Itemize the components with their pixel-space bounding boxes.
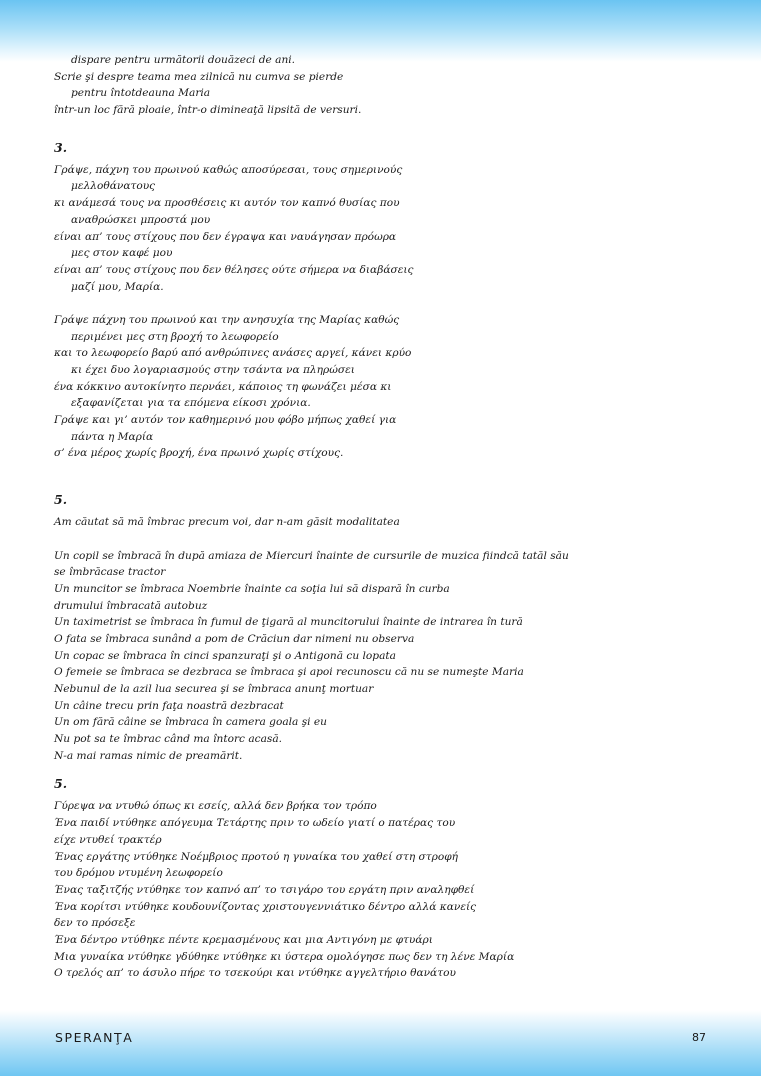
poem-line: είναι απ’ τους στίχους που δεν έγραψα και ναυάγησαν πρόωρα — [54, 230, 397, 243]
poem-line: κι ανάμεσά τους να προσθέσεις κι αυτόν τον καπνό θυσίας που — [54, 197, 400, 210]
poem-line: σ’ ένα μέρος χωρίς βροχή, ένα πρωινό χωρίς στίχους. — [54, 447, 344, 460]
poem-line: Γράψε, πάχνη του πρωινού καθώς αποσύρεσαι, τους σημερινούς — [54, 163, 403, 176]
page-number: 87 — [692, 1031, 706, 1044]
poem-line: Μια γυναίκα ντύθηκε γδύθηκε ντύθηκε κι ύστερα ομολόγησε πως δεν τη λένε Μαρία — [54, 950, 515, 963]
poem-line: Nebunul de la azil lua securea şi se îmbraca anunţ mortuar — [54, 683, 374, 695]
section-heading: 5. — [54, 776, 68, 792]
poem-line: drumului îmbracată autobuz — [54, 599, 208, 612]
poem-line: Un muncitor se îmbraca Noembrie înainte ca soţia lui să dispară în curba — [54, 582, 450, 595]
poem-line: Un câine trecu prin faţa noastră dezbracat — [54, 699, 284, 712]
poem-line: Ένας ταξιτζής ντύθηκε τον καπνό απ’ το τσιγάρο του εργάτη πριν αναληφθεί — [54, 883, 475, 896]
section-heading: 5. — [54, 492, 68, 508]
poem-line: pentru întotdeauna Maria — [71, 87, 211, 100]
poem-line: O femeie se îmbraca se dezbraca se îmbraca şi apoi recunoscu că nu se numeşte Maria — [54, 666, 524, 679]
poem-line: κι έχει δυο λογαριασμούς στην τσάντα να πληρώσει — [71, 364, 355, 376]
poem-body — [54, 52, 714, 982]
poem-line: Ένα παιδί ντύθηκε απόγευμα Τετάρτης πριν το ωδείο γιατί ο πατέρας του — [54, 817, 456, 830]
magazine-title: SPERANŢA — [55, 1030, 134, 1045]
poem-line: εξαφανίζεται για τα επόμενα είκοσι χρόνια. — [71, 397, 311, 410]
poem-line: και το λεωφορείο βαρύ από ανθρώπινες ανάσες αργεί, κάνει κρύο — [54, 347, 412, 360]
poem-line: într-un loc fără ploaie, într-o dimineaţă lipsită de versuri. — [54, 104, 362, 117]
poem-line: Ένα κορίτσι ντύθηκε κουδουνίζοντας χριστουγεννιάτικο δέντρο αλλά κανείς — [54, 900, 477, 913]
poem-line: Ο τρελός απ’ το άσυλο πήρε το τσεκούρι και ντύθηκε αγγελτήριο θανάτου — [54, 967, 456, 980]
poem-line: ένα κόκκινο αυτοκίνητο περνάει, κάποιος τη φωνάζει μέσα κι — [54, 380, 392, 393]
poem-line: πάντα η Μαρία — [71, 430, 154, 443]
poem-line: Un copil se îmbracă în după amiaza de Miercuri înainte de cursurile de muzica fiindcă tatăl său — [54, 549, 569, 562]
poem-line: se îmbrăcase tractor — [54, 566, 166, 579]
poem-line: Ένα δέντρο ντύθηκε πέντε κρεμασμένους και μια Αντιγόνη με φτυάρι — [54, 933, 433, 946]
poem-line: dispare pentru următorii douăzeci de ani. — [71, 54, 296, 66]
poem-line: Γύρεψα να ντυθώ όπως κι εσείς, αλλά δεν βρήκα τον τρόπο — [54, 800, 377, 813]
poem-line: περιμένει μες στη βροχή το λεωφορείο — [71, 330, 279, 343]
poem-line: του δρόμου ντυμένη λεωφορείο — [54, 867, 223, 880]
poem-line: O fata se îmbraca sunând a pom de Crăciun dar nimeni nu observa — [54, 632, 415, 645]
poem-line: Un om fără câine se îmbraca în camera goala şi eu — [54, 716, 327, 729]
poem-line: Ένας εργάτης ντύθηκε Νοέμβριος προτού η γυναίκα του χαθεί στη στροφή — [54, 850, 458, 863]
poem-line: είναι απ’ τους στίχους που δεν θέλησες ούτε σήμερα να διαβάσεις — [54, 263, 414, 276]
poem-line: αναθρώσκει μπροστά μου — [71, 213, 211, 226]
section-heading: 3. — [54, 139, 68, 155]
poem-line: Un taximetrist se îmbraca în fumul de ţigară al muncitorului înainte de intrarea în tură — [54, 616, 523, 629]
poem-line: N-a mai ramas nimic de preamărit. — [54, 749, 243, 762]
poem-line: Scrie şi despre teama mea zilnică nu cumva se pierde — [54, 70, 344, 83]
poem-line: μες στον καφέ μου — [71, 247, 173, 260]
poem-line: μελλοθάνατους — [71, 180, 156, 193]
poem-line: Un copac se îmbraca în cinci spanzuraţi şi o Antigonă cu lopata — [54, 649, 396, 662]
poem-line: είχε ντυθεί τρακτέρ — [54, 833, 162, 846]
poem-line: μαζί μου, Μαρία. — [71, 280, 164, 293]
poem-line: Γράψε και γι’ αυτόν τον καθημερινό μου φόβο μήπως χαθεί για — [54, 414, 397, 427]
poem-line: Am căutat să mă îmbrac precum voi, dar n-am găsit modalitatea — [54, 516, 400, 529]
poem-line: Γράψε πάχνη του πρωινού και την ανησυχία της Μαρίας καθώς — [54, 313, 400, 326]
poem-line: Nu pot sa te îmbrac când ma întorc acasă. — [54, 733, 282, 746]
poem-line: δεν το πρόσεξε — [54, 917, 136, 930]
